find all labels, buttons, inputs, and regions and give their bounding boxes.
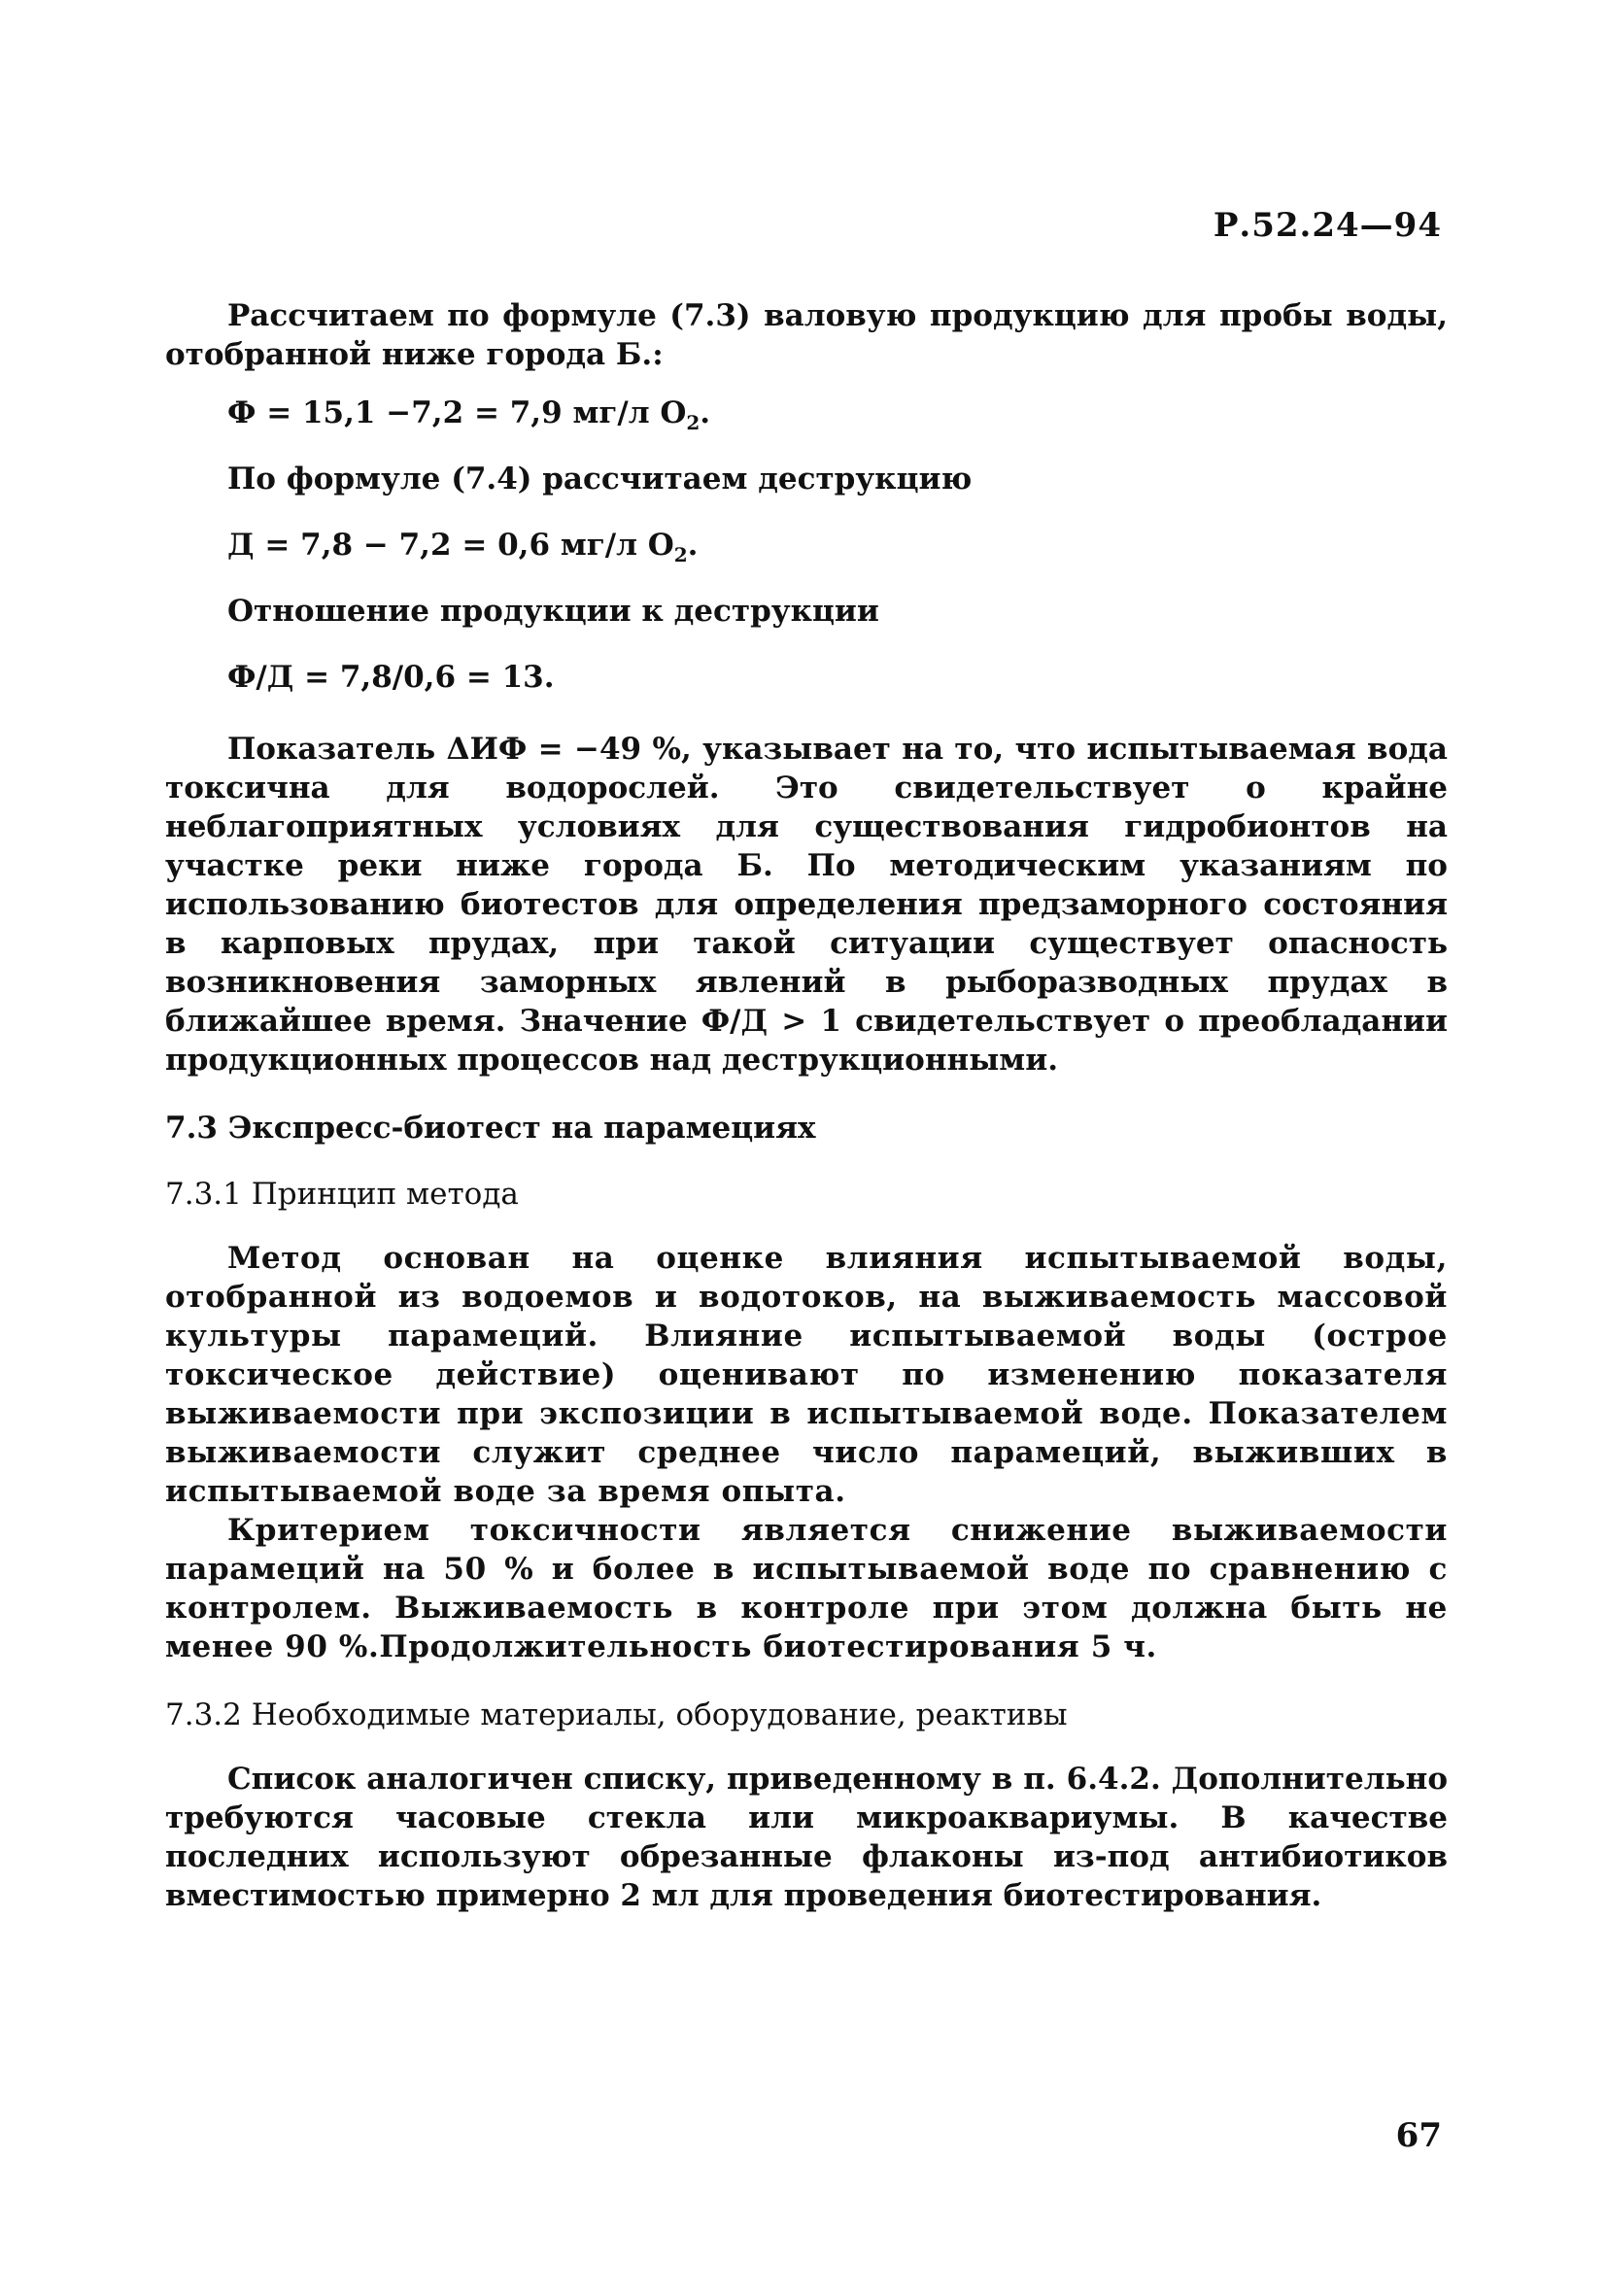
formula-ratio: Ф/Д = 7,8/0,6 = 13. xyxy=(227,660,555,695)
formula-production-subscript: 2 xyxy=(686,411,701,435)
formula-destruction-main: Д = 7,8 − 7,2 = 0,6 мг/л О xyxy=(227,528,674,563)
formula-destruction-subscript: 2 xyxy=(673,543,688,567)
document-code: Р.52.24—94 xyxy=(1213,206,1442,245)
page-number: 67 xyxy=(1395,2116,1442,2155)
formula-production-main: Ф = 15,1 −7,2 = 7,9 мг/л О xyxy=(227,395,687,430)
paragraph-calc-gross-production: Рассчитаем по формуле (7.3) валовую продукцию для пробы воды, отобранной ниже города Б.: xyxy=(165,298,1448,372)
subsection-heading-7-3-1: 7.3.1 Принцип метода xyxy=(165,1177,519,1212)
paragraph-method-principle: Метод основан на оценке влияния испытываемой воды, отобранной из водоемов и водотоков, на выживаемость массовой культуры парамеций. Влияние испытываемой воды (острое токсическое действие) оценивают по изменению показателя выживаемости при экспозиции в испытываемой воде. Показателем выживаемости служит среднее число парамеций, выживших в испытываемой воде за время опыта. xyxy=(165,1241,1448,1509)
paragraph-ratio-intro: Отношение продукции к деструкции xyxy=(227,594,879,629)
paragraph-toxicity-conclusion: Показатель ΔИФ = −49 %, указывает на то, что испытываемая вода токсична для водорослей. Это свидетельствует о крайне неблагоприятных условиях для существования гидробионтов на участке реки ниже города Б. По методическим указаниям по использованию биотестов для определения предзаморного состояния в карповых прудах, при такой ситуации существует опасность возникновения заморных явлений в рыборазводных прудах в ближайшее время. Значение Ф/Д > 1 свидетельствует о преобладании продукционных процессов над деструкционными. xyxy=(165,732,1448,1078)
paragraph-materials-list: Список аналогичен списку, приведенному в п. 6.4.2. Дополнительно требуются часовые стекла или микроаквариумы. В качестве последних используют обрезанные флаконы из-под антибиотиков вместимостью примерно 2 мл для проведения биотестирования. xyxy=(165,1762,1448,1913)
formula-destruction xyxy=(165,526,1448,565)
subsection-heading-7-3-2: 7.3.2 Необходимые материалы, оборудование, реактивы xyxy=(165,1697,1068,1732)
formula-production xyxy=(165,394,1448,435)
section-heading-7-3: 7.3 Экспресс-биотест на парамециях xyxy=(165,1111,816,1146)
paragraph-toxicity-criterion: Критерием токсичности является снижение выживаемости парамеций на 50 % и более в испытываемой воде по сравнению с контролем. Выживаемость в контроле при этом должна быть не менее 90 %.Продолжительность биотестирования 5 ч. xyxy=(165,1513,1448,1664)
text-column xyxy=(165,296,1448,1915)
formula-destruction-tail: . xyxy=(687,528,699,563)
paragraph-calc-destruction: По формуле (7.4) рассчитаем деструкцию xyxy=(227,462,973,497)
formula-production-tail: . xyxy=(700,395,711,430)
